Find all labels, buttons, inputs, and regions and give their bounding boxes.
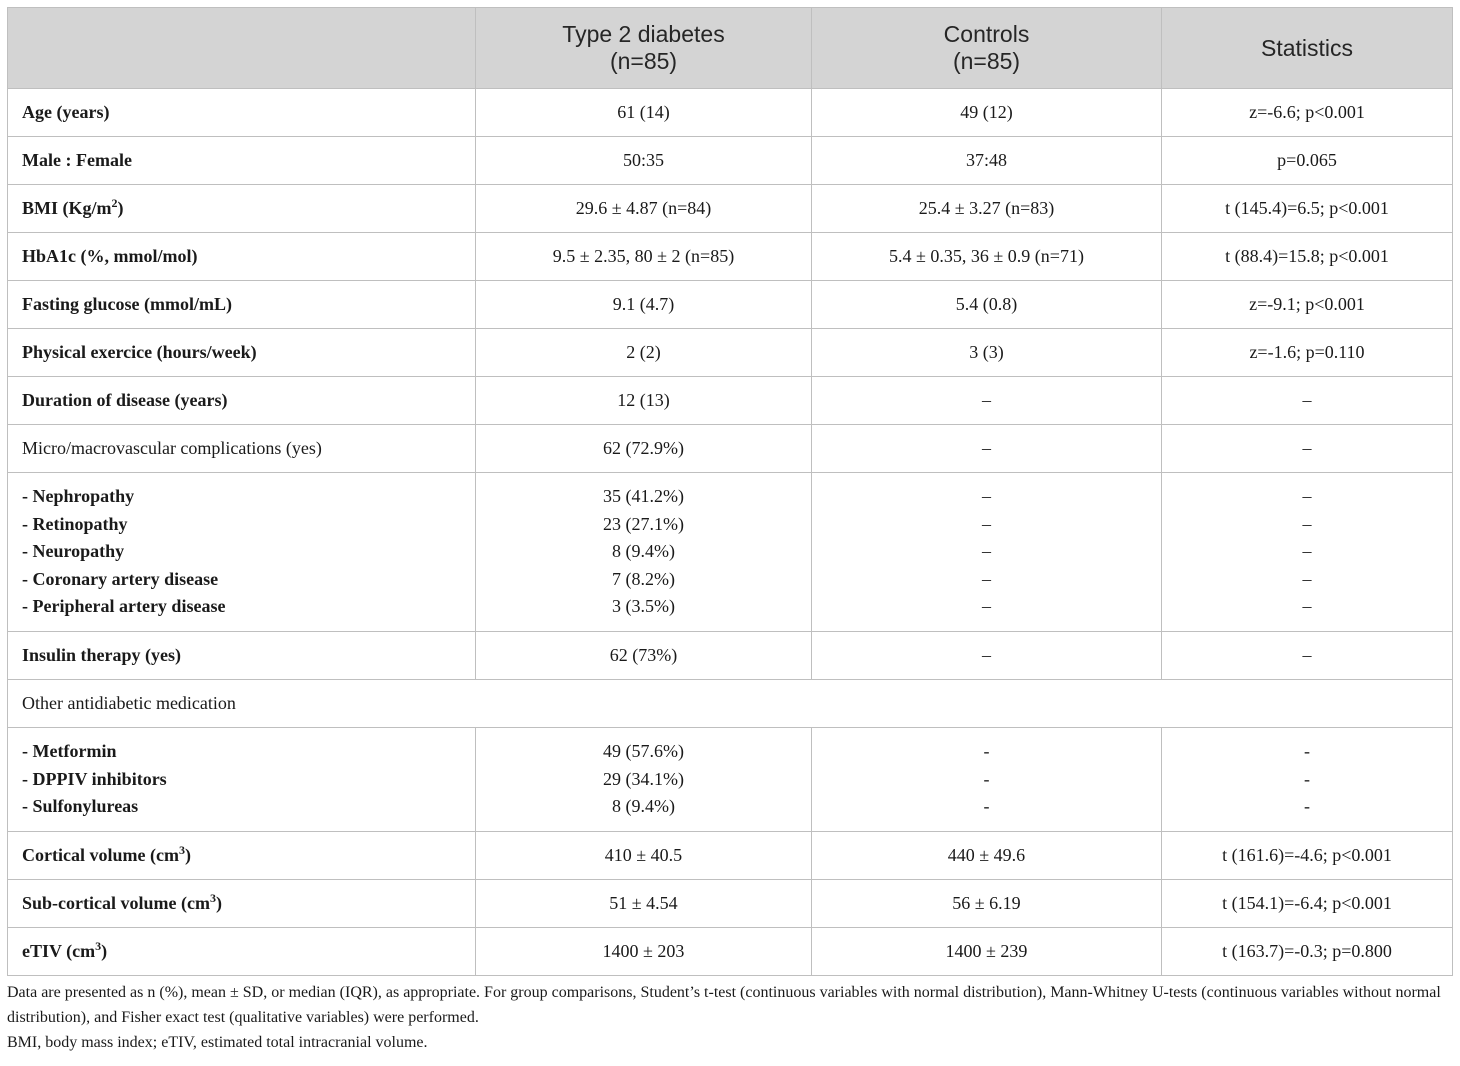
table-row xyxy=(8,880,1453,928)
cell-stat: - xyxy=(1304,741,1310,762)
footnote-abbreviations: BMI, body mass index; eTIV, estimated total intracranial volume. xyxy=(7,1034,428,1051)
row-label: Duration of disease (years) xyxy=(8,377,476,425)
cell-stat: t (163.7)=-0.3; p=0.800 xyxy=(1162,928,1453,976)
cell-t2d: 3 (3.5%) xyxy=(612,596,675,617)
row-label: BMI $(Kg/m^2)$ xyxy=(8,185,476,233)
cell-controls: 56 ± 6.19 xyxy=(812,880,1162,928)
cell-controls: - xyxy=(983,796,990,817)
cell-t2d: 8 (9.4%) xyxy=(612,796,675,817)
cell-stat: z=-6.6; p<0.001 xyxy=(1162,89,1453,137)
cell-controls: 25.4 ± 3.27 (n=83) xyxy=(812,185,1162,233)
cell-stat: t (88.4)=15.8; p<0.001 xyxy=(1162,233,1453,281)
table-row xyxy=(8,89,1453,137)
cell-stat: t (145.4)=6.5; p<0.001 xyxy=(1162,185,1453,233)
table-row xyxy=(8,137,1453,185)
row-label: - Neuropathy xyxy=(22,541,125,562)
cell-t2d: 29 (34.1%) xyxy=(603,768,684,789)
cell-controls: 5.4 ± 0.35, 36 ± 0.9 (n=71) xyxy=(812,233,1162,281)
table-row-section xyxy=(8,680,1453,728)
cell-stat: – xyxy=(1302,596,1312,617)
row-label: Insulin therapy (yes) xyxy=(8,632,476,680)
cell-stat: z=-1.6; p=0.110 xyxy=(1162,329,1453,377)
row-label: Age (years) xyxy=(8,89,476,137)
cell-t2d: 62 (72.9%) xyxy=(476,425,812,473)
cell-stat-group xyxy=(1162,473,1453,632)
row-label: Cortical volume $(cm^3)$ xyxy=(8,832,476,880)
cell-controls-group xyxy=(812,473,1162,632)
row-label: - DPPIV inhibitors xyxy=(22,768,167,789)
table-row xyxy=(8,329,1453,377)
cell-stat: – xyxy=(1162,425,1453,473)
cell-t2d: 9.5 ± 2.35, 80 ± 2 (n=85) xyxy=(476,233,812,281)
cell-t2d: 7 (8.2%) xyxy=(612,568,675,589)
table-row xyxy=(8,632,1453,680)
table-row xyxy=(8,233,1453,281)
cell-stat: p=0.065 xyxy=(1162,137,1453,185)
cell-t2d: 410 ± 40.5 xyxy=(476,832,812,880)
row-label: Micro/macrovascular complications (yes) xyxy=(8,425,476,473)
row-label: HbA1c (%, mmol/mol) xyxy=(8,233,476,281)
row-label: - Metformin xyxy=(22,741,117,762)
cell-t2d: 29.6 ± 4.87 (n=84) xyxy=(476,185,812,233)
header-empty xyxy=(8,8,476,89)
cell-stat: - xyxy=(1304,796,1310,817)
cell-stat: - xyxy=(1304,768,1310,789)
cell-controls: 440 ± 49.6 xyxy=(812,832,1162,880)
row-label: Fasting glucose (mmol/mL) xyxy=(8,281,476,329)
row-label: - Nephropathy xyxy=(22,486,135,507)
row-label: Physical exercice (hours/week) xyxy=(8,329,476,377)
demographics-table xyxy=(7,7,1453,976)
table-row xyxy=(8,185,1453,233)
cell-stat: t (161.6)=-4.6; p<0.001 xyxy=(1162,832,1453,880)
row-label: eTIV $(cm^3)$ xyxy=(8,928,476,976)
table-row xyxy=(8,928,1453,976)
cell-controls: - xyxy=(983,741,990,762)
table-row xyxy=(8,281,1453,329)
row-label: - Peripheral artery disease xyxy=(22,596,226,617)
cell-controls: 49 (12) xyxy=(812,89,1162,137)
cell-controls: – xyxy=(982,596,991,617)
row-label: - Coronary artery disease xyxy=(22,568,219,589)
cell-stat: – xyxy=(1302,541,1312,562)
cell-t2d: 2 (2) xyxy=(476,329,812,377)
section-label-other-medication: Other antidiabetic medication xyxy=(8,680,1453,728)
table-container xyxy=(7,7,1452,1055)
cell-controls-group xyxy=(812,728,1162,832)
cell-controls: – xyxy=(982,486,991,507)
cell-stat: – xyxy=(1302,513,1312,534)
cell-t2d: 49 (57.6%) xyxy=(603,741,684,762)
cell-stat: – xyxy=(1302,568,1312,589)
cell-t2d: 8 (9.4%) xyxy=(612,541,675,562)
table-row-complications xyxy=(8,473,1453,632)
cell-stat: – xyxy=(1302,486,1312,507)
cell-controls: - xyxy=(983,768,990,789)
cell-controls: 1400 ± 239 xyxy=(812,928,1162,976)
table-footnote xyxy=(7,980,1452,1055)
row-label: - Retinopathy xyxy=(22,513,128,534)
cell-stat: z=-9.1; p<0.001 xyxy=(1162,281,1453,329)
cell-t2d: 23 (27.1%) xyxy=(603,513,684,534)
cell-controls: – xyxy=(812,632,1162,680)
cell-stat: t (154.1)=-6.4; p<0.001 xyxy=(1162,880,1453,928)
table-row xyxy=(8,832,1453,880)
header-controls: Controls (n=85) xyxy=(812,8,1162,89)
cell-t2d: 9.1 (4.7) xyxy=(476,281,812,329)
cell-t2d: 51 ± 4.54 xyxy=(476,880,812,928)
cell-controls: 37:48 xyxy=(812,137,1162,185)
cell-t2d: 35 (41.2%) xyxy=(603,486,684,507)
row-label: - Sulfonylureas xyxy=(22,796,139,817)
table-header-row xyxy=(8,8,1453,89)
row-label: Sub-cortical volume $(cm^3)$ xyxy=(8,880,476,928)
cell-stat: – xyxy=(1162,377,1453,425)
cell-stat-group xyxy=(1162,728,1453,832)
cell-stat: – xyxy=(1162,632,1453,680)
cell-controls: – xyxy=(812,377,1162,425)
cell-t2d-group xyxy=(476,473,812,632)
cell-controls: – xyxy=(982,568,991,589)
cell-controls: – xyxy=(982,513,991,534)
cell-controls: – xyxy=(982,541,991,562)
cell-t2d: 1400 ± 203 xyxy=(476,928,812,976)
cell-t2d: 50:35 xyxy=(476,137,812,185)
table-row xyxy=(8,425,1453,473)
header-statistics: Statistics xyxy=(1162,8,1453,89)
row-label: Male : Female xyxy=(8,137,476,185)
cell-controls: – xyxy=(812,425,1162,473)
cell-controls: 5.4 (0.8) xyxy=(812,281,1162,329)
table-row xyxy=(8,377,1453,425)
cell-t2d-group xyxy=(476,728,812,832)
cell-t2d: 61 (14) xyxy=(476,89,812,137)
cell-controls: 3 (3) xyxy=(812,329,1162,377)
header-type2-diabetes: Type 2 diabetes (n=85) xyxy=(476,8,812,89)
cell-t2d: 62 (73%) xyxy=(476,632,812,680)
table-row-medications xyxy=(8,728,1453,832)
footnote-methods: Data are presented as n (%), mean ± SD, or median (IQR), as appropriate. For group comparisons, Student’s t-test (continuous variables with normal distribution), Mann-Whitney U-tests (continuous variables without normal distribution), and Fisher exact test (qualitative variables) were performed. xyxy=(7,984,1441,1026)
row-label-group xyxy=(8,728,476,832)
row-label-group xyxy=(8,473,476,632)
cell-t2d: 12 (13) xyxy=(476,377,812,425)
